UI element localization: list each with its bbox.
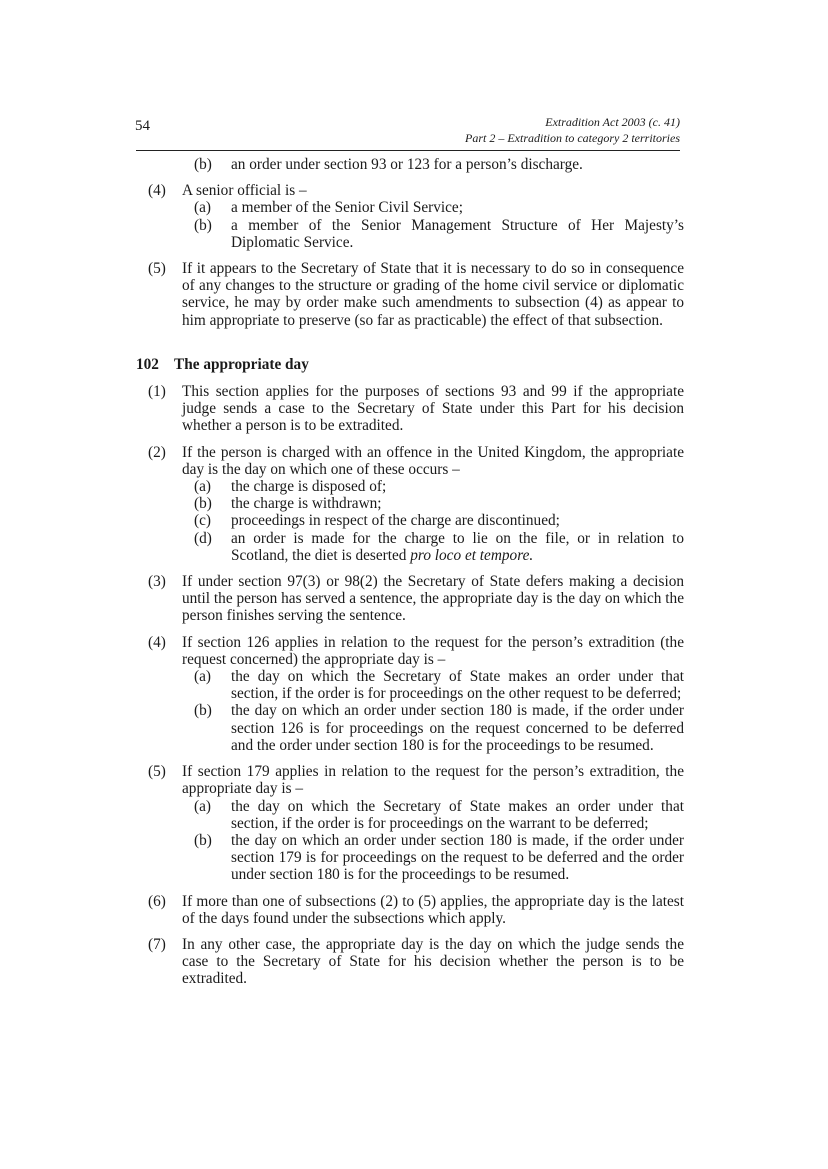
subsection-102-2: (2) If the person is charged with an offence in the United Kingdom, the appropriate day is the day on which one of these occurs – — [148, 443, 684, 478]
subparagraph-102-2-c: (c) proceedings in respect of the charge are discontinued; — [194, 512, 560, 530]
subparagraph-101-3-b: (b) an order under section 93 or 123 for a person’s discharge. — [194, 156, 583, 173]
subparagraph-101-4-a: (a) a member of the Senior Civil Service; — [194, 199, 463, 217]
subparagraph-102-5-b: (b) the day on which an order under section 180 is made, if the order under section 179 is for proceedings on the request to be deferred and the order under section 180 is for the proceedings to be resumed. — [194, 831, 684, 884]
subsection-102-4: (4) If section 126 applies in relation to the request for the person’s extradition (the request concerned) the appropriate day is – — [148, 633, 684, 668]
section-heading — [136, 356, 684, 373]
subparagraph-102-5-a: (a) the day on which the Secretary of State makes an order under that section, if the order is for proceedings on the warrant to be deferred; — [194, 797, 684, 832]
part-title: Part 2 – Extradition to category 2 territories — [465, 131, 680, 145]
page-body — [136, 156, 684, 988]
subparagraph-102-2-a: (a) the charge is disposed of; — [194, 478, 387, 496]
subparagraph-102-4-a: (a) the day on which the Secretary of State makes an order under that section, if the order is for proceedings on the other request to be deferred; — [194, 668, 684, 703]
latin-phrase: pro loco et tempore. — [410, 546, 534, 564]
subparagraph-101-4-b: (b) a member of the Senior Management Structure of Her Majesty’s Diplomatic Service. — [194, 216, 684, 251]
section-title: The appropriate day — [174, 355, 309, 373]
subsection-102-3: (3) If under section 97(3) or 98(2) the Secretary of State defers making a decision until the person has served a sentence, the appropriate day is the day on which the person finishes serving the sentence. — [148, 573, 684, 625]
subsection-102-1: (1) This section applies for the purposes of sections 93 and 99 if the appropriate judge sends a case to the Secretary of State under this Part for his decision whether a person is to be extradited. — [148, 383, 684, 435]
subsection-102-7: (7) In any other case, the appropriate day is the day on which the judge sends the case to the Secretary of State for his decision whether the person is to be extradited. — [148, 935, 684, 988]
act-title: Extradition Act 2003 (c. 41) — [545, 115, 680, 129]
subparagraph-102-2-d: (d) an order is made for the charge to lie on the file, or in relation to Scotland, the diet is deserted pro loco et tempore. — [194, 529, 684, 564]
section-number: 102 — [136, 355, 159, 373]
subsection-101-4: (4) A senior official is – — [148, 182, 307, 200]
subparagraph-102-2-b: (b) the charge is withdrawn; — [194, 495, 382, 513]
page-number: 54 — [135, 118, 150, 134]
header-rule — [136, 150, 680, 151]
subsection-101-5: (5) If it appears to the Secretary of State that it is necessary to do so in consequence of any changes to the structure or grading of the home civil service or diplomatic service, he may by order make such amendments to subsection (4) as appear to him appropriate to preserve (so far as practicable) the effect of that subsection. — [148, 260, 684, 329]
running-header — [465, 114, 680, 146]
subsection-102-5: (5) If section 179 applies in relation to the request for the person’s extradition, the appropriate day is – — [148, 763, 684, 798]
subsection-102-6: (6) If more than one of subsections (2) to (5) applies, the appropriate day is the latest of the days found under the subsections which apply. — [148, 892, 684, 927]
subparagraph-102-4-b: (b) the day on which an order under section 180 is made, if the order under section 126 is for proceedings on the request concerned to be deferred and the order under section 180 is for the proceedings to be resumed. — [194, 702, 684, 754]
